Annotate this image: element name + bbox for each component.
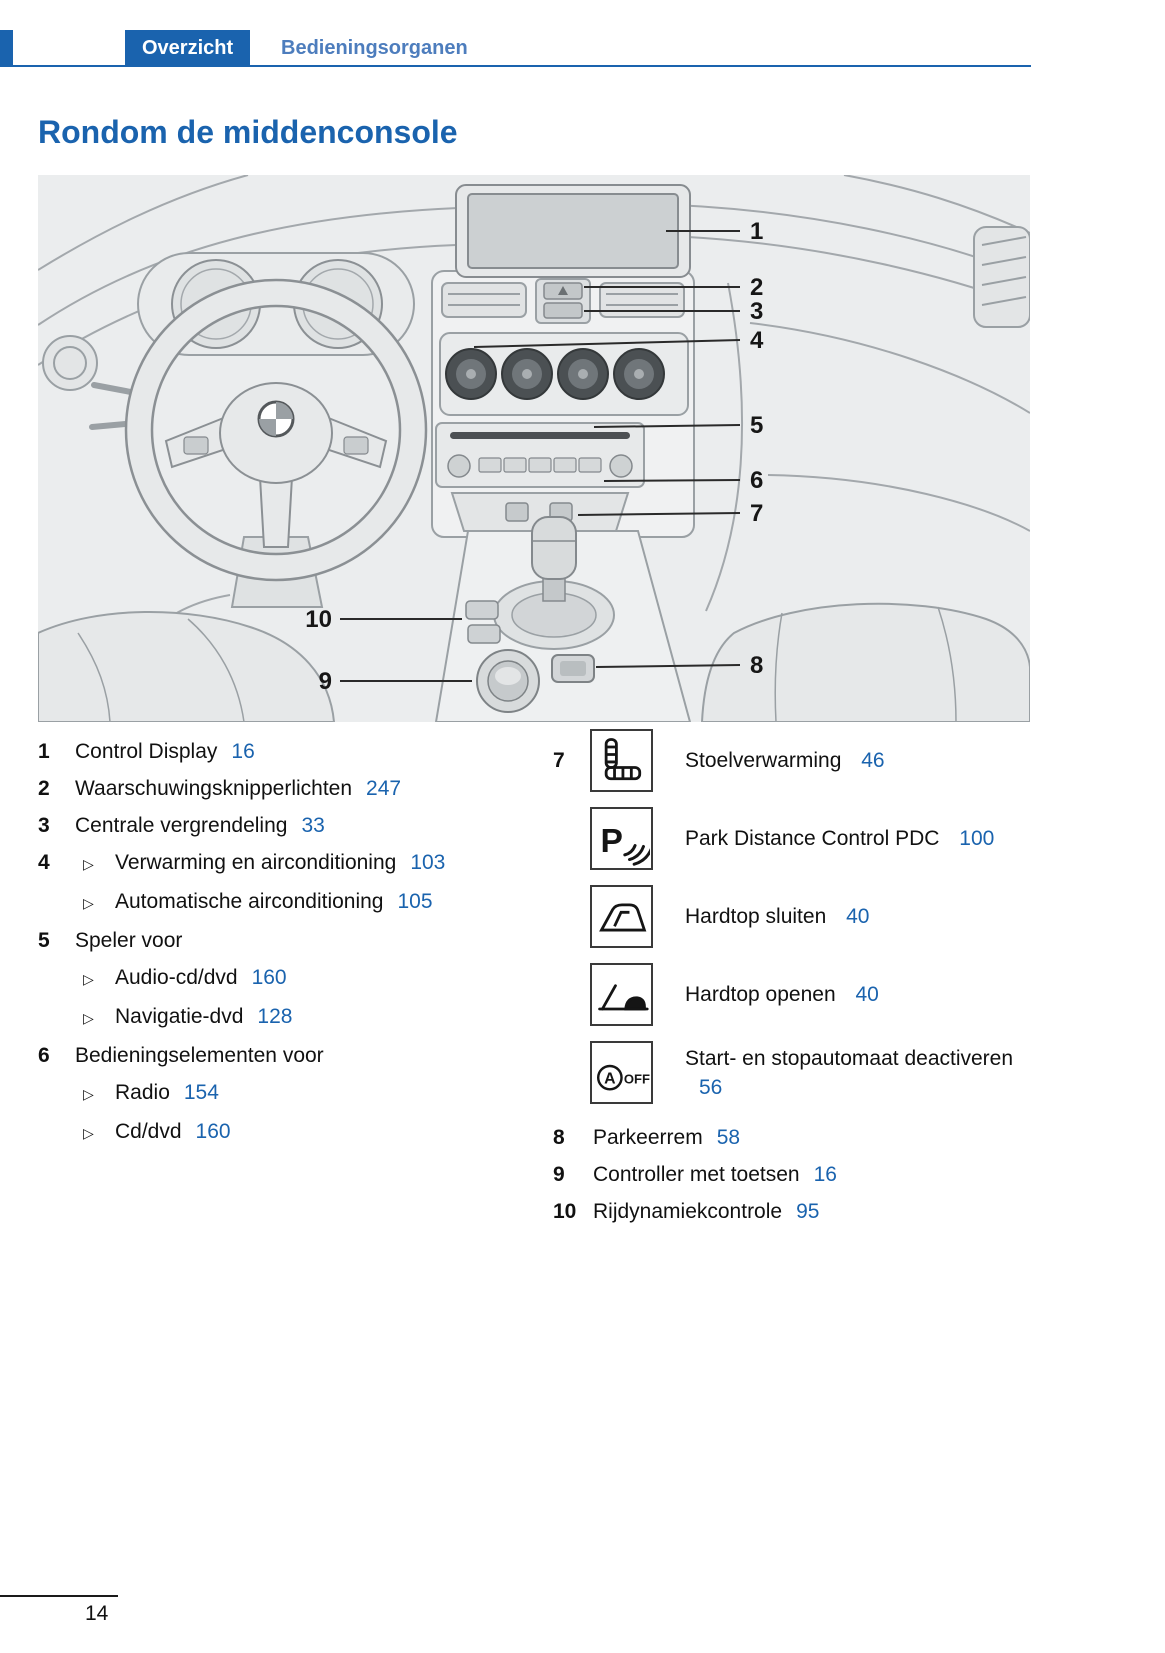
page-ref[interactable]: 100 xyxy=(959,827,995,850)
legend-item xyxy=(38,807,543,844)
parking-brake-switch xyxy=(552,655,594,682)
item-label: Navigatie-dvd xyxy=(115,1005,244,1028)
item-label xyxy=(685,980,1017,1009)
triangle-bullet-icon: ▷ xyxy=(83,895,94,911)
item-label: Parkeerrem xyxy=(593,1126,703,1149)
page-edge-marker xyxy=(0,30,13,67)
legend-item xyxy=(553,1156,1033,1193)
callout-4: 4 xyxy=(750,327,764,354)
callout-9: 9 xyxy=(318,668,332,695)
page-ref[interactable]: 33 xyxy=(301,814,325,837)
page-ref[interactable]: 40 xyxy=(846,905,870,928)
item-label: Radio xyxy=(115,1081,170,1104)
page-number: 14 xyxy=(85,1602,109,1625)
item-label: Bedieningselementen voor xyxy=(75,1044,324,1067)
item-label: Control Display xyxy=(75,740,218,763)
callout-5: 5 xyxy=(750,412,764,439)
legend-item xyxy=(38,1113,543,1152)
callout-8: 8 xyxy=(750,652,764,679)
item-label: Rijdynamiekcontrole xyxy=(593,1200,783,1223)
legend-plain-rows xyxy=(553,1119,1033,1230)
item-label xyxy=(685,824,1017,853)
legend-item xyxy=(553,1119,1033,1156)
section-label: Overzicht xyxy=(142,37,234,59)
left-air-vent xyxy=(43,336,97,390)
legend-left-column xyxy=(38,733,543,1152)
item-number: 8 xyxy=(553,1126,565,1149)
legend-item xyxy=(38,733,543,770)
item-label: Verwarming en airconditioning xyxy=(115,851,397,874)
section-tab xyxy=(125,30,250,67)
item-label: Centrale vergrendeling xyxy=(75,814,288,837)
radio-unit xyxy=(436,423,644,487)
item-number: 7 xyxy=(553,748,565,772)
page-ref[interactable]: 103 xyxy=(410,851,446,874)
page-ref[interactable]: 16 xyxy=(231,740,255,763)
triangle-bullet-icon: ▷ xyxy=(83,856,94,872)
park-distance-control-icon xyxy=(590,807,653,870)
item-label xyxy=(685,1044,1017,1102)
auto-letter: A xyxy=(603,1069,616,1087)
page-ref[interactable]: 58 xyxy=(716,1126,741,1149)
legend-right-column xyxy=(553,729,1033,1230)
label-text: Start- en stopautomaat deactiveren xyxy=(685,1046,1014,1070)
item-label: Speler voor xyxy=(75,929,183,952)
page-title: Rondom de middenconsole xyxy=(38,114,458,150)
footer-rule xyxy=(0,1595,118,1597)
legend-item xyxy=(38,1074,543,1113)
off-label: OFF xyxy=(623,1070,650,1086)
header-rule xyxy=(0,65,1031,67)
item-label xyxy=(685,902,1017,931)
callout-3: 3 xyxy=(750,298,764,325)
dashboard-illustration xyxy=(38,175,1030,722)
legend-item xyxy=(38,959,543,998)
auto-start-stop-off-icon xyxy=(590,1041,653,1104)
page-ref[interactable]: 160 xyxy=(195,1120,231,1143)
triangle-bullet-icon: ▷ xyxy=(83,1010,94,1026)
item-number: 6 xyxy=(38,1044,50,1067)
legend-item xyxy=(553,807,1033,870)
page-ref[interactable]: 160 xyxy=(251,966,287,989)
item-label: Cd/dvd xyxy=(115,1120,182,1143)
page-ref[interactable]: 40 xyxy=(855,983,879,1006)
item-label: Audio-cd/dvd xyxy=(115,966,238,989)
callout-6: 6 xyxy=(750,467,764,494)
callout-10: 10 xyxy=(305,606,332,633)
page-ref[interactable]: 154 xyxy=(183,1081,219,1104)
hardtop-close-icon xyxy=(590,885,653,948)
pdc-letter: P xyxy=(600,822,623,860)
item-label xyxy=(685,746,1017,775)
triangle-bullet-icon: ▷ xyxy=(83,971,94,987)
callout-7: 7 xyxy=(750,500,764,527)
item-number: 9 xyxy=(553,1163,565,1186)
item-number: 2 xyxy=(38,777,50,800)
hardtop-open-icon xyxy=(590,963,653,1026)
label-text: Park Distance Control PDC xyxy=(685,827,940,850)
item-label: Controller met toetsen xyxy=(593,1163,800,1186)
callout-1: 1 xyxy=(750,218,764,245)
legend-item xyxy=(38,770,543,807)
right-air-vent xyxy=(974,227,1030,327)
page-ref[interactable]: 105 xyxy=(397,890,433,913)
item-label: Waarschuwingsknipperlichten xyxy=(75,777,353,800)
seat-heating-icon xyxy=(590,729,653,792)
item-number: 1 xyxy=(38,740,50,763)
legend-item xyxy=(553,885,1033,948)
legend-item xyxy=(553,1041,1033,1104)
page-ref[interactable]: 128 xyxy=(257,1005,293,1028)
item-number: 3 xyxy=(38,814,50,837)
label-text: Hardtop openen xyxy=(685,983,836,1006)
legend-item xyxy=(38,922,543,959)
triangle-bullet-icon: ▷ xyxy=(83,1125,94,1141)
label-text: Hardtop sluiten xyxy=(685,905,827,928)
legend-item xyxy=(38,998,543,1037)
label-text: Stoelverwarming xyxy=(685,749,842,772)
item-number: 5 xyxy=(38,929,50,952)
idrive-controller xyxy=(477,650,539,712)
page-ref[interactable]: 56 xyxy=(699,1075,723,1099)
item-label: Automatische airconditioning xyxy=(115,890,384,913)
item-number: 4 xyxy=(38,851,50,874)
legend-item xyxy=(553,963,1033,1026)
subsection-label: Bedieningsorganen xyxy=(281,37,468,59)
page-ref[interactable]: 95 xyxy=(796,1200,820,1223)
item-number: 10 xyxy=(553,1200,577,1223)
page-ref[interactable]: 46 xyxy=(861,749,885,772)
dashboard-figure xyxy=(38,175,1030,722)
callout-2: 2 xyxy=(750,274,764,301)
legend-item xyxy=(553,1193,1033,1230)
page-ref[interactable]: 16 xyxy=(813,1163,837,1186)
legend-item xyxy=(553,729,1033,792)
legend-item xyxy=(38,1037,543,1074)
triangle-bullet-icon: ▷ xyxy=(83,1086,94,1102)
legend-item xyxy=(38,883,543,922)
page-ref[interactable]: 247 xyxy=(366,777,402,800)
hazard-and-lock-switches xyxy=(536,279,590,323)
control-display xyxy=(456,185,690,277)
legend-item xyxy=(38,844,543,883)
